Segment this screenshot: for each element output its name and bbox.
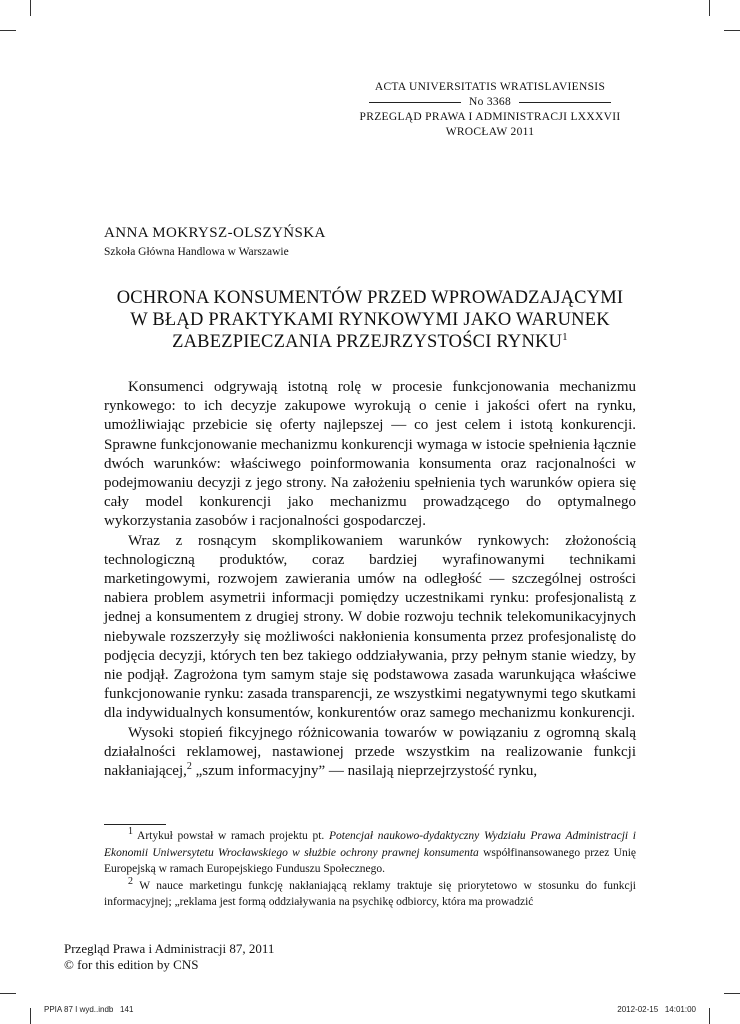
paragraph-3-text-b: „szum informacyjny” — nasilają nieprzejrzystość rynku, [191,763,538,780]
footnote-2 [104,875,636,911]
title-line-2: W BŁĄD PRAKTYKAMI RYNKOWYMI JAKO WARUNEK [130,310,610,330]
footnote-1 [104,828,636,878]
crop-mark-bottom-right-vertical [709,1008,710,1024]
paragraph-3-text-a: Wysoki stopień fikcyjnego różnicowania towarów w powiązaniu z ogromną skalą działalności reklamowej, nastawionej przede wszystkim na realizowanie funkcji nakłaniającej, [104,724,636,780]
number-rule-left [369,102,461,103]
journal-name: ACTA UNIVERSITATIS WRATISLAVIENSIS [374,81,606,93]
journal-number: No 3368 [468,96,512,108]
crop-mark-top-left-horizontal [0,30,16,31]
publication-citation: Przegląd Prawa i Administracji 87, 2011 [64,941,275,956]
paragraph-1: Konsumenci odgrywają istotną rolę w procesie funkcjonowania mechanizmu rynkowego: to ich decyzje zakupowe wyrokują o cenie i jakości ofert na rynku, umożliwiając przebicie się oferty najlepszej — co jest celem i istotą konkurencji. Sprawne funkcjonowanie mechanizmu konkurencji wymaga w istocie spełnienia łącznie dwóch warunków: właściwego poinformowania konsumenta oraz racjonalności w podejmowaniu decyzji z jego strony. Na założeniu spełnienia tych warunków opiera się cały model konkurencji jako mechanizmu prowadzącego do optymalnego wykorzystania zasobów i racjonalności gospodarczej. [104,379,636,530]
author-affiliation: Szkoła Główna Handlowa w Warszawie [104,246,289,258]
slug-timestamp: 2012-02-15 14:01:00 [617,1005,696,1014]
title-line-1: OCHRONA KONSUMENTÓW PRZED WPROWADZAJĄCYMI [116,288,624,308]
paragraph-3 [104,724,636,782]
footnote-2-mark: 2 [128,875,133,887]
journal-header [300,80,680,140]
crop-mark-top-right-horizontal [724,30,740,31]
crop-mark-bottom-right-horizontal [724,993,740,994]
author-name: ANNA MOKRYSZ-OLSZYŃSKA [104,225,326,241]
journal-series: PRZEGLĄD PRAWA I ADMINISTRACJI LXXXVII [359,111,621,123]
paragraph-2: Wraz z rosnącym skomplikowaniem warunków rynkowych: złożonością technologiczną produktów, coraz bardziej wyrafinowanymi technikami marketingowymi, rozwojem zawierania umów na odległość — szczególnej ostrości nabiera problem asymetrii informacji pomiędzy uczestnikami rynku: profesjonalistą z jednej a konsumentem z drugiej strony. W dobie rozwoju technik telekomunikacyjnych niebywale rozszerzyły się możliwości nakłonienia konsumenta przez profesjonalistę do podjęcia decyzji, których ten bez takiego oddziaływania, przy pełnym stanie wiedzy, by nie podjął. Zagrożona tym samym staje się podstawowa zasada warunkująca właściwe funkcjonowanie rynku: zasada transparencji, ze wszystkimi negatywnymi tego skutkami dla indywidualnych konsumentów, konkurentów oraz samego mechanizmu konkurencji. [104,532,636,722]
footnote-2-text: W nauce marketingu funkcję nakłaniającą reklamy traktuje się priorytetowo w stosunku do funkcji informacyjnej; „reklama jest formą oddziaływania na psychikę odbiorcy, która ma prowadzić [104,879,636,908]
crop-mark-bottom-left-horizontal [0,993,16,994]
number-rule-right [519,102,611,103]
journal-number-line [300,95,680,110]
article-body [104,378,636,781]
crop-mark-top-right-vertical [709,0,710,16]
footnote-1-text-b: współfinansowanego przez Unię Europejską w ramach Europejskiego Funduszu Społecznego. [104,846,636,875]
title-line-3-wrap [104,331,636,353]
journal-place-year: WROCŁAW 2011 [445,126,535,138]
title-line-3: ZABEZPIECZANIA PRZEJRZYSTOŚCI RYNKU [172,332,563,352]
footnotes [104,828,636,911]
footnote-1-project-title: Potencjał naukowo-dydaktyczny Wydziału Prawa Administracji i Ekonomii Uniwersytetu Wrocławskiego w służbie ochrony prawnej konsumenta [104,830,636,859]
footnote-separator [104,824,166,825]
copyright-notice: © for this edition by CNS [64,957,199,972]
crop-mark-top-left-vertical [30,0,31,16]
footnote-2-ref[interactable]: 2 [186,761,192,773]
publication-info [64,941,274,973]
slug-file: PPIA 87 I wyd..indb 141 [44,1005,134,1014]
title-footnote-mark[interactable]: 1 [562,330,568,343]
footnote-1-mark: 1 [128,826,133,838]
article-title [104,287,636,353]
footnote-1-text-a: Artykuł powstał w ramach projektu pt. [133,830,329,842]
crop-mark-bottom-left-vertical [30,1008,31,1024]
